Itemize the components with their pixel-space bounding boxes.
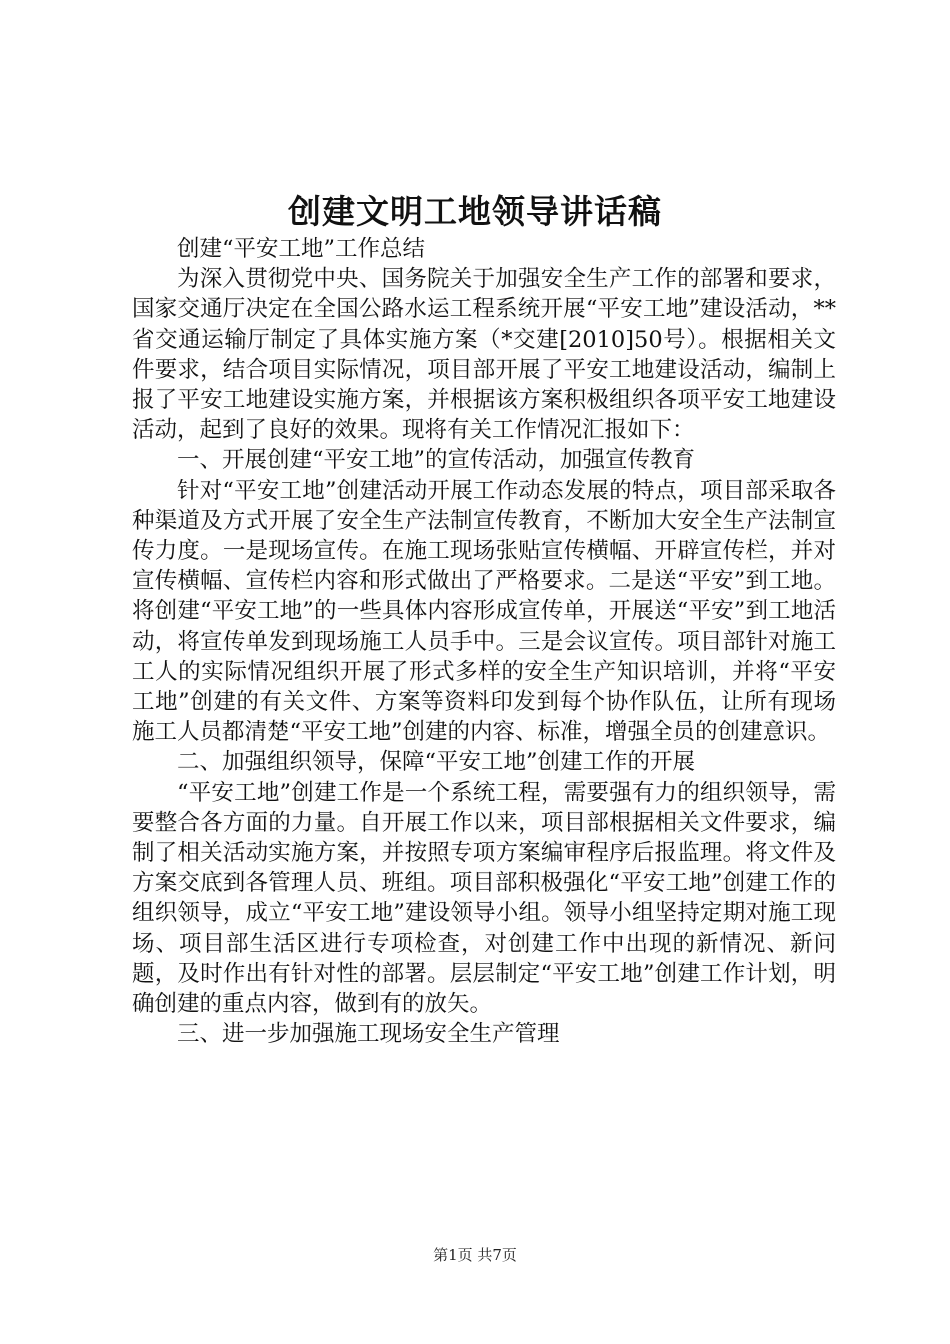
section-heading: 二、加强组织领导，保障“平安工地”创建工作的开展 — [177, 749, 696, 776]
body-paragraph: “平安工地”创建工作是一个系统工程，需要强有力的组织领导，需要整合各方面的力量。自开展工作以来，项目部根据相关文件要求，编制了相关活动实施方案，并按照专项方案编审程序后报监理。将文件及方案交底到各管理人员、班组。项目部积极强化“平安工地”创建工作的组织领导，成立“平安工地”建设领导小组。领导小组坚持定期对施工现场、项目部生活区进行专项检查，对创建工作中出现的新情况、新问题，及时作出有针对性的部署。层层制定“平安工地”创建工作计划，明确创建的重点内容，做到有的放矢。 — [132, 779, 836, 1018]
document-body — [132, 234, 836, 1049]
page-footer — [0, 1244, 950, 1265]
body-paragraph: 为深入贯彻党中央、国务院关于加强安全生产工作的部署和要求，国家交通厅决定在全国公路水运工程系统开展“平安工地”建设活动，**省交通运输厅制定了具体实施方案（*交建[2010]50号）。根据相关文件要求，结合项目实际情况，项目部开展了平安工地建设活动，编制上报了平安工地建设实施方案，并根据该方案积极组织各项平安工地建设活动，起到了良好的效果。现将有关工作情况汇报如下： — [132, 266, 836, 444]
body-paragraph: 针对“平安工地”创建活动开展工作动态发展的特点，项目部采取各种渠道及方式开展了安全生产法制宣传教育，不断加大安全生产法制宣传力度。一是现场宣传。在施工现场张贴宣传横幅、开辟宣传栏，并对宣传横幅、宣传栏内容和形式做出了严格要求。二是送“平安”到工地。将创建“平安工地”的一些具体内容形成宣传单，开展送“平安”到工地活动，将宣传单发到现场施工人员手中。三是会议宣传。项目部针对施工工人的实际情况组织开展了形式多样的安全生产知识培训，并将“平安工地”创建的有关文件、方案等资料印发到每个协作队伍，让所有现场施工人员都清楚“平安工地”创建的内容、标准，增强全员的创建意识。 — [132, 477, 836, 746]
document-title: 创建文明工地领导讲话稿 — [288, 192, 662, 231]
page-indicator: 第1页 共7页 — [433, 1246, 517, 1264]
section-heading: 一、开展创建“平安工地”的宣传活动，加强宣传教育 — [177, 447, 696, 474]
section-heading: 创建“平安工地”工作总结 — [177, 236, 426, 262]
section-heading: 三、进一步加强施工现场安全生产管理 — [177, 1021, 560, 1048]
